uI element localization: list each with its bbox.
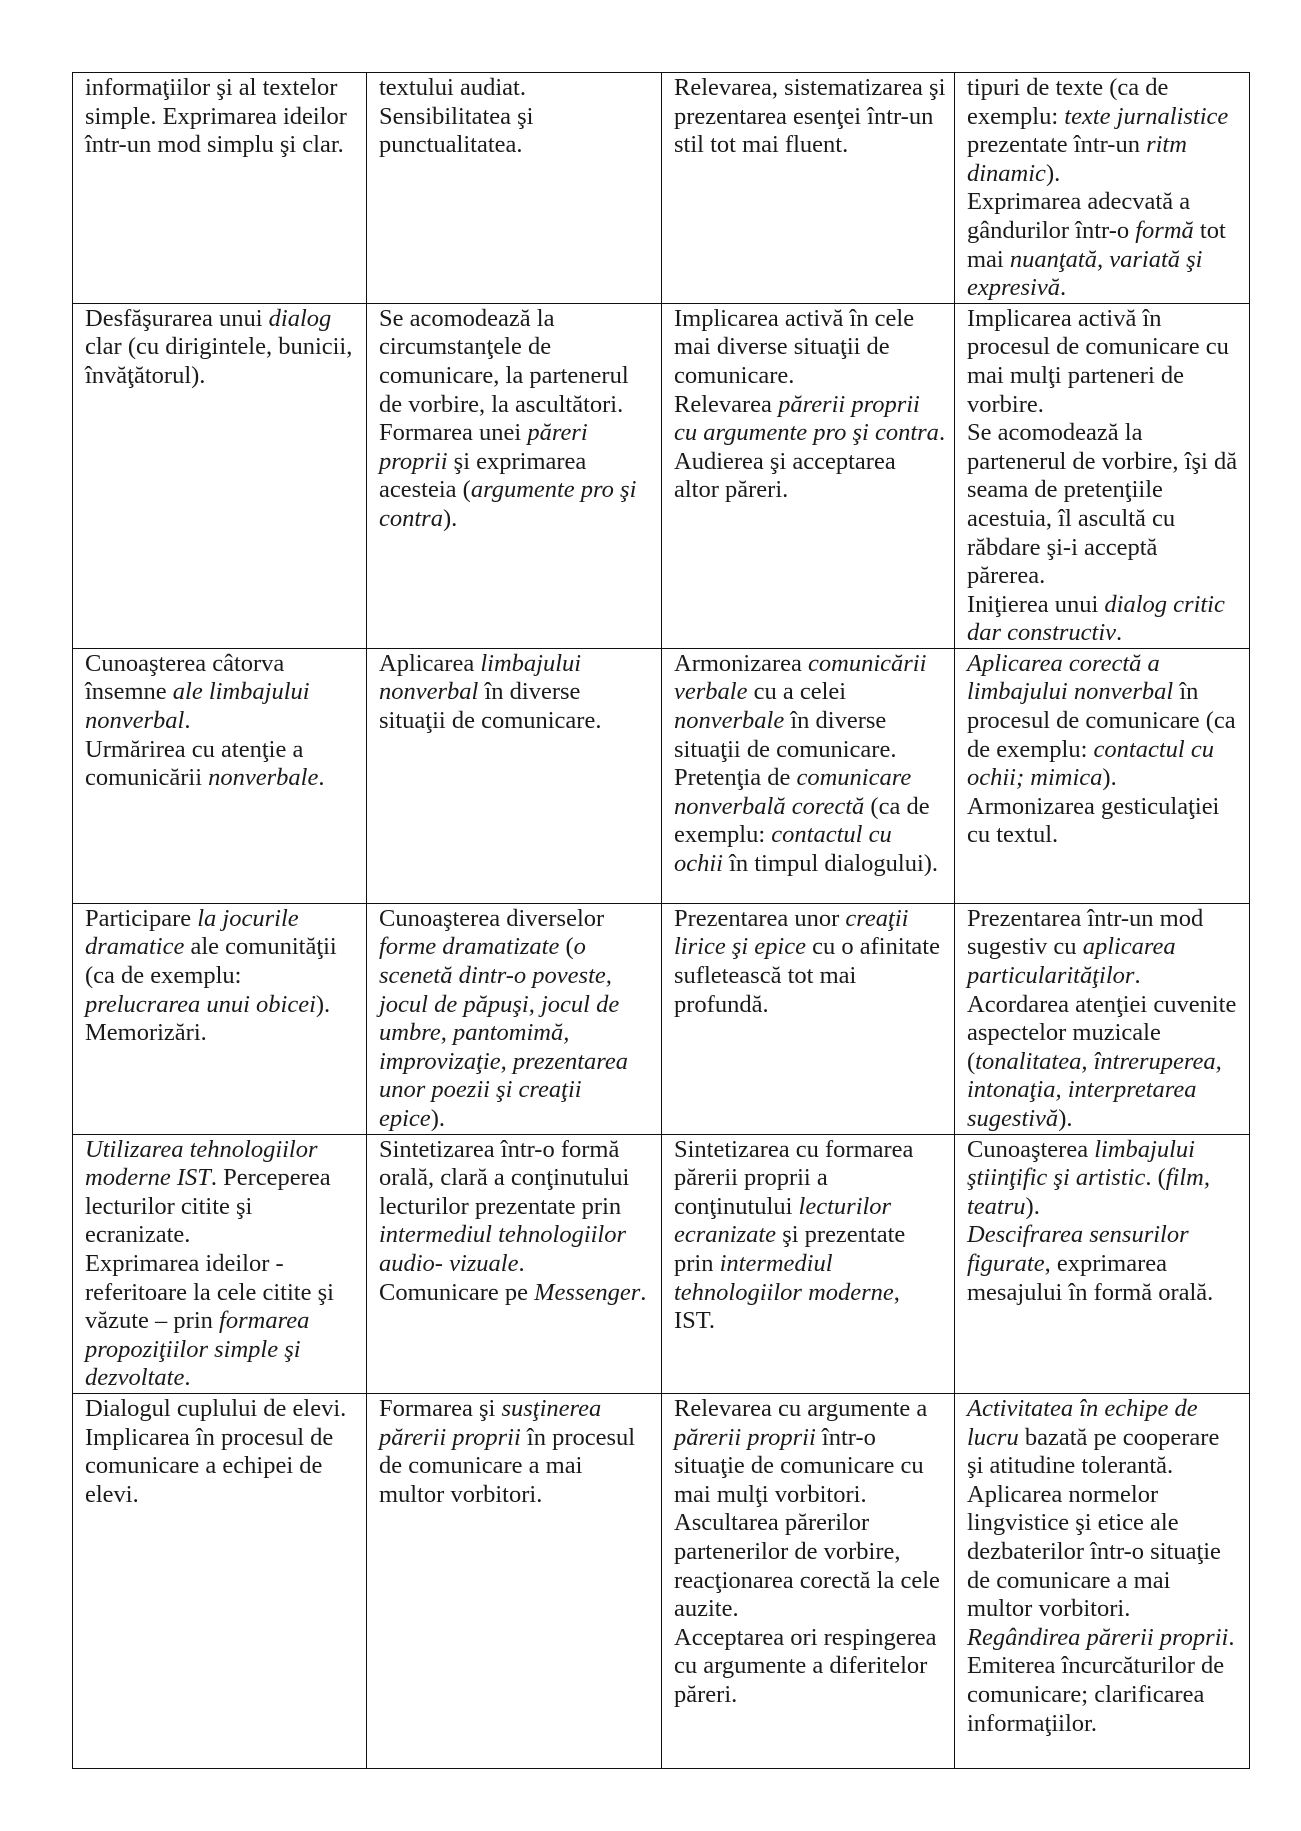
cell-text-italic: părerii proprii bbox=[674, 1423, 816, 1451]
cell-text-italic: dialog bbox=[268, 304, 332, 332]
cell-paragraph bbox=[379, 1279, 653, 1308]
cell-paragraph bbox=[674, 305, 946, 391]
cell-paragraph bbox=[85, 1136, 358, 1250]
cell-text: . bbox=[184, 1364, 191, 1392]
cell-text: Emiterea încurcăturilor de comunicare; clarificarea informaţiilor. bbox=[967, 1652, 1225, 1737]
table-cell bbox=[367, 1134, 662, 1393]
table-cell bbox=[367, 903, 662, 1134]
cell-text: Cunoaşterea bbox=[967, 1135, 1095, 1163]
cell-text-italic: dialog critic dar constructiv bbox=[967, 590, 1225, 647]
table-cell bbox=[367, 648, 662, 903]
cell-text: ). bbox=[430, 1105, 445, 1133]
cell-text: ). bbox=[442, 504, 458, 532]
cell-paragraph bbox=[674, 1509, 946, 1623]
cell-text-italic: formă bbox=[1135, 216, 1194, 244]
cell-text: . Perceperea lecturilor citite şi ecranizate. bbox=[85, 1164, 331, 1249]
cell-text: Armonizarea bbox=[674, 649, 808, 677]
table-cell bbox=[73, 1393, 367, 1768]
cell-paragraph bbox=[85, 1250, 358, 1393]
cell-paragraph bbox=[674, 1136, 946, 1336]
cell-paragraph bbox=[379, 650, 653, 736]
cell-text: Cunoaşterea diverselor bbox=[379, 904, 605, 932]
cell-text: Comunicare pe bbox=[379, 1278, 535, 1306]
cell-text: Ascultarea părerilor partenerilor de vorbire, reacţionarea corectă la cele auzite. bbox=[674, 1509, 940, 1623]
table-cell bbox=[73, 1134, 367, 1393]
cell-text: Sintetizarea cu formarea părerii proprii a conţinutului bbox=[674, 1135, 914, 1220]
cell-text: Exprimarea ideilor - referitoare la cele citite şi văzute – prin bbox=[85, 1250, 334, 1335]
cell-text: Dialogul cuplului de elevi. bbox=[85, 1394, 347, 1422]
table-row bbox=[73, 903, 1250, 1134]
cell-text-italic: limbajului nonverbal bbox=[379, 649, 582, 706]
cell-text: Pretenţia de bbox=[674, 764, 797, 792]
table-cell bbox=[367, 303, 662, 648]
cell-paragraph bbox=[674, 391, 946, 448]
table-row bbox=[73, 648, 1250, 903]
table-body bbox=[73, 73, 1250, 1769]
table-cell bbox=[955, 648, 1250, 903]
cell-text: Sensibilitatea şi punctualitatea. bbox=[379, 102, 534, 159]
cell-text-italic: film, teatru bbox=[967, 1164, 1210, 1220]
cell-paragraph bbox=[674, 1395, 946, 1509]
cell-text-italic: lecturilor ecranizate bbox=[674, 1192, 892, 1249]
cell-text: Exprimarea adecvată a gândurilor într-o bbox=[967, 188, 1191, 244]
cell-text-italic: contactul cu ochii; mimica bbox=[967, 735, 1214, 792]
table-cell bbox=[73, 303, 367, 648]
cell-text: Urmărirea cu atenţie a comunicării bbox=[85, 735, 304, 792]
cell-paragraph bbox=[967, 188, 1241, 302]
cell-text: cu a celei bbox=[747, 678, 847, 706]
cell-text-italic: nuanţată, variată şi expresivă bbox=[967, 245, 1203, 302]
cell-text: ). bbox=[1058, 1105, 1073, 1133]
table-cell bbox=[662, 73, 955, 304]
cell-text: Iniţierea unui bbox=[967, 590, 1105, 618]
cell-text: Desfăşurarea unui bbox=[85, 304, 269, 332]
cell-paragraph bbox=[967, 305, 1241, 419]
cell-text-italic: intermediul tehnologiilor moderne bbox=[674, 1250, 894, 1306]
table-cell bbox=[955, 1393, 1250, 1768]
cell-text-italic: forme dramatizate bbox=[379, 933, 560, 961]
table-cell bbox=[662, 303, 955, 648]
cell-text: Aplicarea normelor lingvistice şi etice ale dezbaterilor într-o situaţie de comunicare a mai multor vorbitori. bbox=[967, 1480, 1221, 1623]
cell-text: , IST. bbox=[674, 1278, 900, 1335]
table-cell bbox=[662, 1393, 955, 1768]
table-row bbox=[73, 1393, 1250, 1768]
cell-paragraph bbox=[967, 1481, 1241, 1624]
cell-paragraph bbox=[379, 419, 653, 533]
cell-text-italic: Aplicarea corectă a limbajului nonverbal bbox=[967, 649, 1174, 706]
cell-paragraph bbox=[379, 74, 653, 103]
table-cell bbox=[662, 648, 955, 903]
cell-text: tipuri de texte (ca de exemplu: bbox=[967, 74, 1169, 130]
cell-paragraph bbox=[379, 103, 653, 160]
cell-text-italic: nonverbale bbox=[674, 707, 785, 735]
table-row bbox=[73, 73, 1250, 304]
table-cell bbox=[367, 73, 662, 304]
cell-text-italic: ale limbajului nonverbal bbox=[85, 678, 310, 735]
cell-text-italic: comunicare nonverbală corectă bbox=[674, 764, 912, 820]
cell-text: . bbox=[640, 1278, 647, 1306]
cell-text: Implicarea activă în procesul de comunicare cu mai mulţi parteneri de vorbire. bbox=[967, 304, 1229, 418]
cell-paragraph bbox=[85, 905, 358, 1019]
cell-text: ). bbox=[315, 990, 331, 1018]
cell-paragraph bbox=[967, 793, 1241, 850]
cell-paragraph bbox=[674, 905, 946, 1019]
cell-text-italic: Messenger bbox=[534, 1278, 641, 1306]
cell-text: Formarea şi bbox=[379, 1394, 502, 1422]
cell-paragraph bbox=[379, 305, 653, 419]
cell-text: Participare bbox=[85, 904, 198, 932]
cell-paragraph bbox=[379, 1395, 653, 1509]
cell-text-italic: limbajului ştiinţific şi artistic bbox=[967, 1135, 1195, 1192]
cell-paragraph bbox=[379, 1136, 653, 1279]
cell-paragraph bbox=[967, 74, 1241, 188]
cell-text: . bbox=[1116, 619, 1123, 647]
cell-text-italic: Regândirea părerii proprii bbox=[967, 1623, 1229, 1651]
cell-text: ( bbox=[559, 933, 574, 961]
cell-paragraph bbox=[967, 650, 1241, 793]
table-row bbox=[73, 1134, 1250, 1393]
cell-text: . bbox=[184, 707, 191, 735]
cell-text-italic: părerii proprii cu argumente pro şi contra bbox=[674, 390, 939, 447]
table-cell bbox=[73, 903, 367, 1134]
cell-text: Implicarea în procesul de comunicare a echipei de elevi. bbox=[85, 1423, 334, 1508]
cell-text-italic: argumente pro şi contra bbox=[379, 476, 637, 532]
cell-text: . ( bbox=[1145, 1164, 1166, 1192]
table-cell bbox=[955, 903, 1250, 1134]
cell-text: Aplicarea bbox=[379, 649, 481, 677]
table-cell bbox=[662, 903, 955, 1134]
cell-text: Acceptarea ori respingerea cu argumente a diferitelor păreri. bbox=[674, 1623, 937, 1708]
cell-paragraph bbox=[967, 1136, 1241, 1222]
cell-paragraph bbox=[85, 736, 358, 793]
cell-paragraph bbox=[85, 1424, 358, 1510]
cell-text: în procesul de comunicare (ca de exemplu: bbox=[967, 678, 1236, 763]
cell-text: într-o situaţie de comunicare cu mai mulţi vorbitori. bbox=[674, 1423, 924, 1508]
cell-text: , exprimarea mesajului în formă orală. bbox=[967, 1250, 1214, 1306]
cell-text-italic: formarea propoziţiilor simple şi dezvoltate bbox=[85, 1307, 310, 1392]
table-cell bbox=[73, 648, 367, 903]
cell-paragraph bbox=[85, 74, 358, 160]
cell-paragraph bbox=[967, 991, 1241, 1134]
cell-text: ). bbox=[1025, 1192, 1040, 1220]
cell-text-italic: prelucrarea unui obicei bbox=[85, 990, 316, 1018]
cell-paragraph bbox=[967, 1624, 1241, 1653]
cell-text: Se acomodează la partenerul de vorbire, îşi dă seama de pretenţiile acestuia, îl ascultă cu răbdare şi-i acceptă părerea. bbox=[967, 419, 1238, 590]
table-row bbox=[73, 303, 1250, 648]
cell-text: clar (cu dirigintele, bunicii, învăţătorul). bbox=[85, 333, 353, 389]
cell-paragraph bbox=[85, 1395, 358, 1424]
cell-paragraph bbox=[967, 905, 1241, 991]
cell-text: Relevarea, sistematizarea şi prezentarea esenţei într-un stil tot mai fluent. bbox=[674, 74, 946, 159]
curriculum-table bbox=[72, 72, 1250, 1769]
cell-text: Sintetizarea într-o formă orală, clară a conţinutului lecturilor prezentate prin bbox=[379, 1135, 630, 1220]
cell-text: şi exprimarea acesteia ( bbox=[379, 447, 587, 504]
cell-text-italic: aplicarea particularităţilor bbox=[967, 933, 1176, 990]
cell-paragraph bbox=[379, 905, 653, 1134]
cell-paragraph bbox=[85, 1019, 358, 1048]
cell-text-italic: ritm dinamic bbox=[967, 131, 1187, 187]
cell-text: şi prezentate prin bbox=[674, 1221, 906, 1277]
cell-text-italic: texte jurnalistice bbox=[1064, 102, 1229, 130]
cell-text: în diverse situaţii de comunicare. bbox=[379, 678, 602, 735]
cell-paragraph bbox=[674, 74, 946, 160]
cell-text: ale comunităţii (ca de exemplu: bbox=[85, 933, 337, 990]
table-cell bbox=[73, 73, 367, 304]
cell-text: . bbox=[938, 419, 946, 447]
cell-text: Se acomodează la circumstanţele de comunicare, la partenerul de vorbire, la ascultători. bbox=[379, 304, 629, 418]
cell-paragraph bbox=[674, 1624, 946, 1710]
cell-text: ). bbox=[1102, 764, 1117, 792]
cell-text: Cunoaşterea câtorva însemne bbox=[85, 649, 285, 706]
cell-paragraph bbox=[674, 650, 946, 764]
cell-text-italic: păreri proprii bbox=[379, 419, 588, 475]
cell-paragraph bbox=[674, 448, 946, 505]
cell-text: Implicarea activă în cele mai diverse situaţii de comunicare. bbox=[674, 304, 915, 389]
cell-text: Acordarea atenţiei cuvenite aspectelor muzicale ( bbox=[967, 990, 1237, 1075]
table-cell bbox=[955, 303, 1250, 648]
cell-text: în timpul dialogului). bbox=[723, 850, 939, 878]
cell-text-italic: susţinerea părerii proprii bbox=[379, 1394, 602, 1451]
cell-text: Armonizarea gesticulaţiei cu textul. bbox=[967, 792, 1220, 849]
cell-text-italic: Activitatea în echipe de lucru bbox=[967, 1394, 1198, 1451]
cell-text: prezentate într-un bbox=[967, 131, 1147, 159]
cell-paragraph bbox=[967, 1221, 1241, 1307]
cell-text: ). bbox=[1045, 159, 1061, 187]
cell-text: Memorizări. bbox=[85, 1019, 207, 1047]
table-cell bbox=[955, 73, 1250, 304]
cell-text: Prezentarea într-un mod sugestiv cu bbox=[967, 904, 1204, 961]
cell-text-italic: tonalitatea, întreruperea, intonaţia, interpretarea sugestivă bbox=[967, 1047, 1222, 1133]
cell-text: tot mai bbox=[967, 216, 1226, 273]
cell-text: . bbox=[1134, 962, 1141, 990]
cell-text-italic: creaţii lirice şi epice bbox=[674, 904, 909, 961]
cell-paragraph bbox=[967, 1395, 1241, 1481]
cell-paragraph bbox=[85, 305, 358, 391]
cell-text: textului audiat. bbox=[379, 74, 526, 101]
cell-text-italic: Descifrarea sensurilor figurate bbox=[967, 1221, 1189, 1277]
cell-paragraph bbox=[85, 650, 358, 736]
cell-text: . bbox=[1228, 1623, 1235, 1651]
table-cell bbox=[955, 1134, 1250, 1393]
cell-text: Prezentarea unor bbox=[674, 904, 846, 932]
cell-text: Formarea unei bbox=[379, 419, 528, 447]
cell-text-italic: contactul cu ochii bbox=[674, 821, 892, 878]
cell-text-italic: comunicării verbale bbox=[674, 649, 927, 706]
cell-text: în diverse situaţii de comunicare. bbox=[674, 707, 897, 763]
cell-text-italic: la jocurile dramatice bbox=[85, 904, 299, 961]
cell-text: Relevarea cu argumente a bbox=[674, 1394, 928, 1422]
cell-text-italic: o scenetă dintr-o poveste, jocul de păpuşi, jocul de umbre, pantomimă, improvizaţie, prezentarea unor poezii şi creaţii epice bbox=[379, 933, 629, 1133]
cell-text: Relevarea bbox=[674, 390, 779, 418]
cell-text: cu o afinitate sufletească tot mai profundă. bbox=[674, 933, 940, 1018]
cell-paragraph bbox=[967, 1652, 1241, 1738]
cell-paragraph bbox=[967, 591, 1241, 648]
cell-text-italic: intermediul tehnologiilor audio- vizuale bbox=[379, 1221, 627, 1277]
cell-text: . bbox=[518, 1250, 525, 1277]
cell-paragraph bbox=[967, 419, 1241, 591]
cell-text: . bbox=[318, 764, 325, 792]
table-cell bbox=[662, 1134, 955, 1393]
cell-text: informaţiilor şi al textelor simple. Exprimarea ideilor într-un mod simplu şi clar. bbox=[85, 74, 347, 159]
table-cell bbox=[367, 1393, 662, 1768]
cell-text: Audierea şi acceptarea altor păreri. bbox=[674, 447, 896, 504]
cell-text: . bbox=[1059, 274, 1067, 302]
cell-text: în procesul de comunicare a mai multor vorbitori. bbox=[379, 1423, 636, 1508]
cell-paragraph bbox=[674, 764, 946, 878]
cell-text-italic: nonverbale bbox=[208, 764, 319, 792]
cell-text-italic: Utilizarea tehnologiilor moderne IST bbox=[85, 1135, 318, 1192]
cell-text: (ca de exemplu: bbox=[674, 792, 930, 849]
cell-text: bazată pe cooperare şi atitudine tolerantă. bbox=[967, 1423, 1220, 1480]
